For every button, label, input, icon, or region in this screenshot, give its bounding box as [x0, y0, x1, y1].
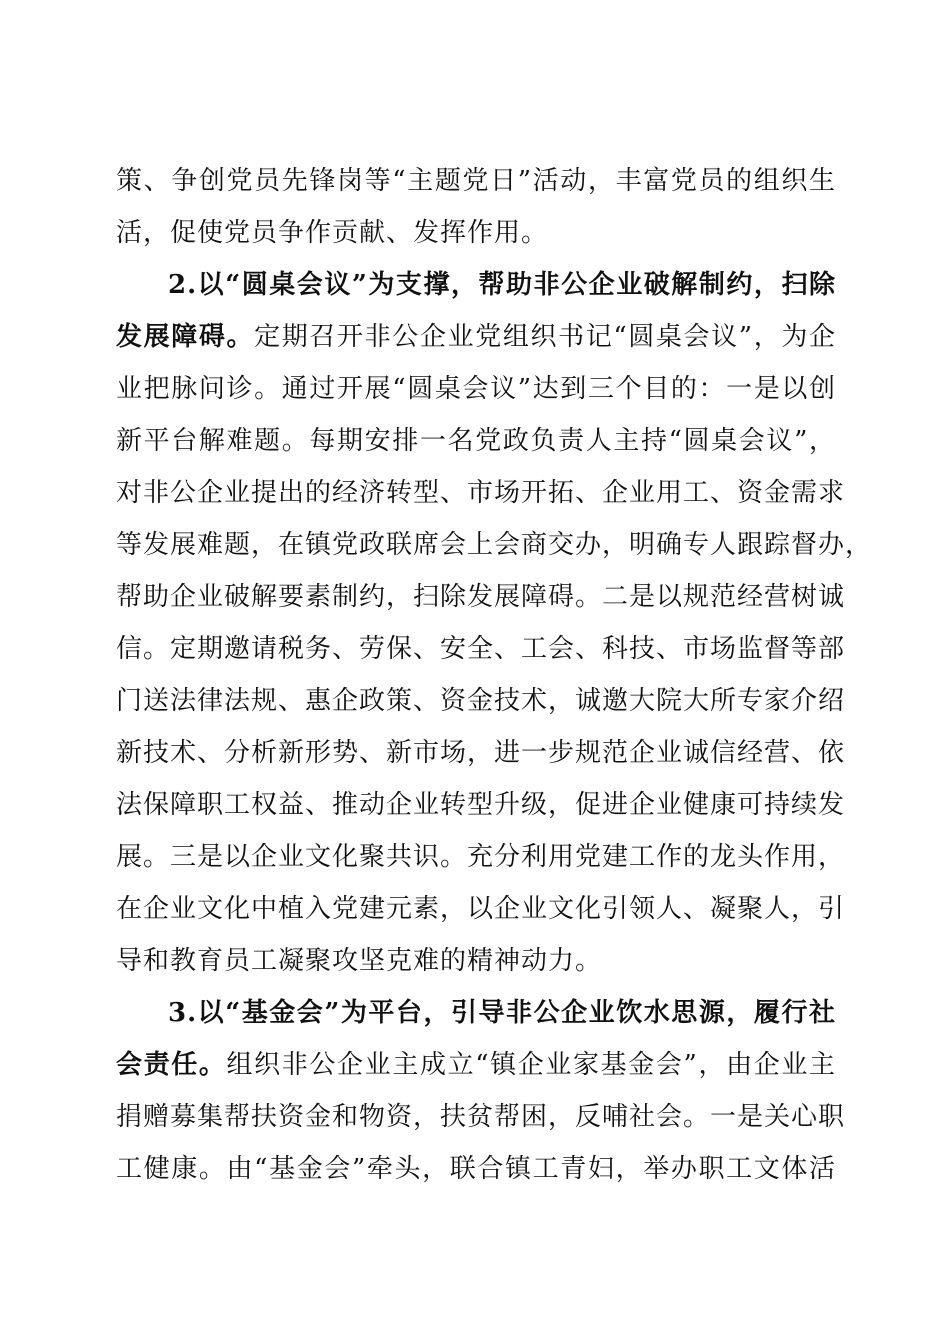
paragraph-line: [116, 1039, 836, 1091]
paragraph-line: 信。定期邀请税务、劳保、安全、工会、科技、市场监督等部: [116, 634, 846, 664]
paragraph-line: 业把脉问诊。通过开展“圆桌会议”达到三个目的：一是以创: [116, 374, 836, 404]
paragraph-line: 捐赠募集帮扶资金和物资，扶贫帮困，反哺社会。一是关心职: [116, 1102, 846, 1132]
paragraph-line: 法保障职工权益、推动企业转型升级，促进企业健康可持续发: [116, 790, 846, 820]
paragraph-line: 新平台解难题。每期安排一名党政负责人主持“圆桌会议”，: [116, 426, 836, 456]
paragraph-line: 新技术、分析新形势、新市场，进一步规范企业诚信经营、依: [116, 738, 846, 768]
paragraph-line: 帮助企业破解要素制约，扫除发展障碍。二是以规范经营树诚: [116, 582, 846, 612]
section-heading-tail: 发展障碍。: [116, 322, 255, 352]
section-heading-tail: 会责任。: [116, 1050, 227, 1080]
paragraph-text: 组织非公企业主成立“镇企业家基金会”，由企业主: [226, 1050, 836, 1080]
paragraph-text: 定期召开非公企业党组织书记“圆桌会议”，为企: [254, 322, 836, 352]
paragraph-line: 门送法律法规、惠企政策、资金技术，诚邀大院大所专家介绍: [116, 686, 846, 716]
paragraph-line: 在企业文化中植入党建元素，以企业文化引领人、凝聚人，引: [116, 894, 846, 924]
paragraph-line: 导和教育员工凝聚攻坚克难的精神动力。: [116, 946, 603, 976]
paragraph-line: [116, 311, 836, 363]
section-heading-line: 3.以“基金会”为平台，引导非公企业饮水思源，履行社: [168, 998, 836, 1028]
paragraph-line: 等发展难题，在镇党政联席会上会商交办，明确专人跟踪督办，: [116, 530, 873, 560]
section-heading-line: 2.以“圆桌会议”为支撑，帮助非公企业破解制约，扫除: [168, 270, 836, 300]
paragraph-line: 对非公企业提出的经济转型、市场开拓、企业用工、资金需求: [116, 478, 846, 508]
paragraph-line: 工健康。由“基金会”牵头，联合镇工青妇，举办职工文体活: [116, 1154, 836, 1184]
paragraph-line: 展。三是以企业文化聚共识。充分利用党建工作的龙头作用，: [116, 842, 846, 872]
paragraph-line: 活，促使党员争作贡献、发挥作用。: [116, 218, 549, 248]
paragraph-line: 策、争创党员先锋岗等“主题党日”活动，丰富党员的组织生: [116, 166, 836, 196]
